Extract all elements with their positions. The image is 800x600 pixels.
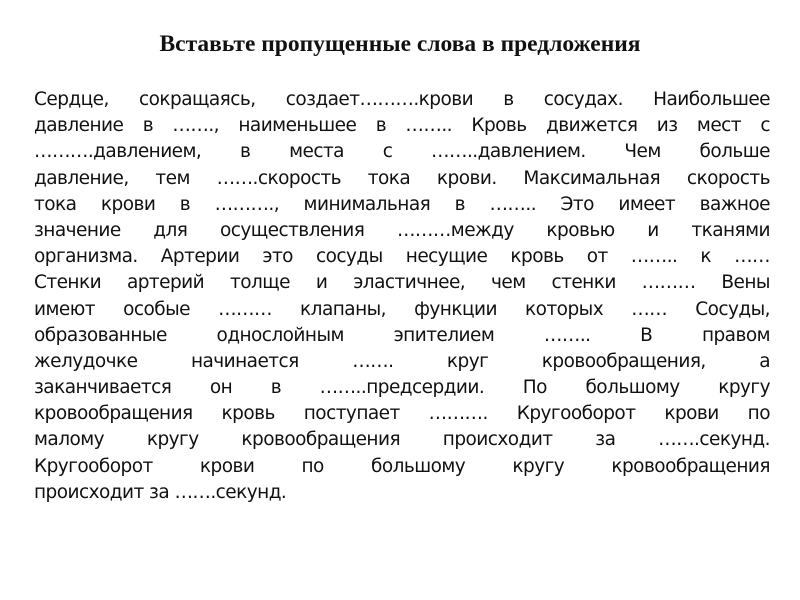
- paragraph-line: имеют особые ……… клапаны, функции которых …… Сосуды,: [34, 298, 770, 320]
- paragraph-line: заканчивается он в ……..предсердии. По большому кругу: [34, 377, 770, 399]
- paragraph-line: Сердце, сокращаясь, создает……….крови в сосудах. Наибольшее: [34, 89, 770, 110]
- task-paragraph: [34, 87, 770, 506]
- slide-title: Вставьте пропущенные слова в предложения: [159, 31, 641, 57]
- paragraph-line: Стенки артерий толще и эластичнее, чем стенки ……… Вены: [34, 272, 770, 294]
- paragraph-line: ……….давлением, в места с ……..давлением. Чем больше: [34, 141, 770, 163]
- paragraph-line: кровообращения кровь поступает ………. Кругооборот крови по: [34, 403, 770, 425]
- paragraph-line: Кругооборот крови по большому кругу кровообращения: [34, 455, 770, 477]
- paragraph-line: тока крови в ………., минимальная в …….. Это имеет важное: [34, 193, 770, 215]
- paragraph-line: значение для осуществления ………между кровью и тканями: [34, 219, 770, 241]
- paragraph-line: давление в ……., наименьшее в …….. Кровь движется из мест с: [34, 115, 770, 137]
- paragraph-line: желудочке начинается ……. круг кровообращения, а: [34, 350, 770, 372]
- paragraph-line: происходит за …….секунд.: [34, 481, 287, 503]
- paragraph-line: давление, тем …….скорость тока крови. Максимальная скорость: [34, 167, 770, 189]
- paragraph-line: организма. Артерии это сосуды несущие кровь от …….. к ……: [34, 246, 770, 268]
- paragraph-line: образованные однослойным эпителием …….. В правом: [34, 324, 770, 346]
- paragraph-line: малому кругу кровообращения происходит за …….секунд.: [34, 429, 770, 451]
